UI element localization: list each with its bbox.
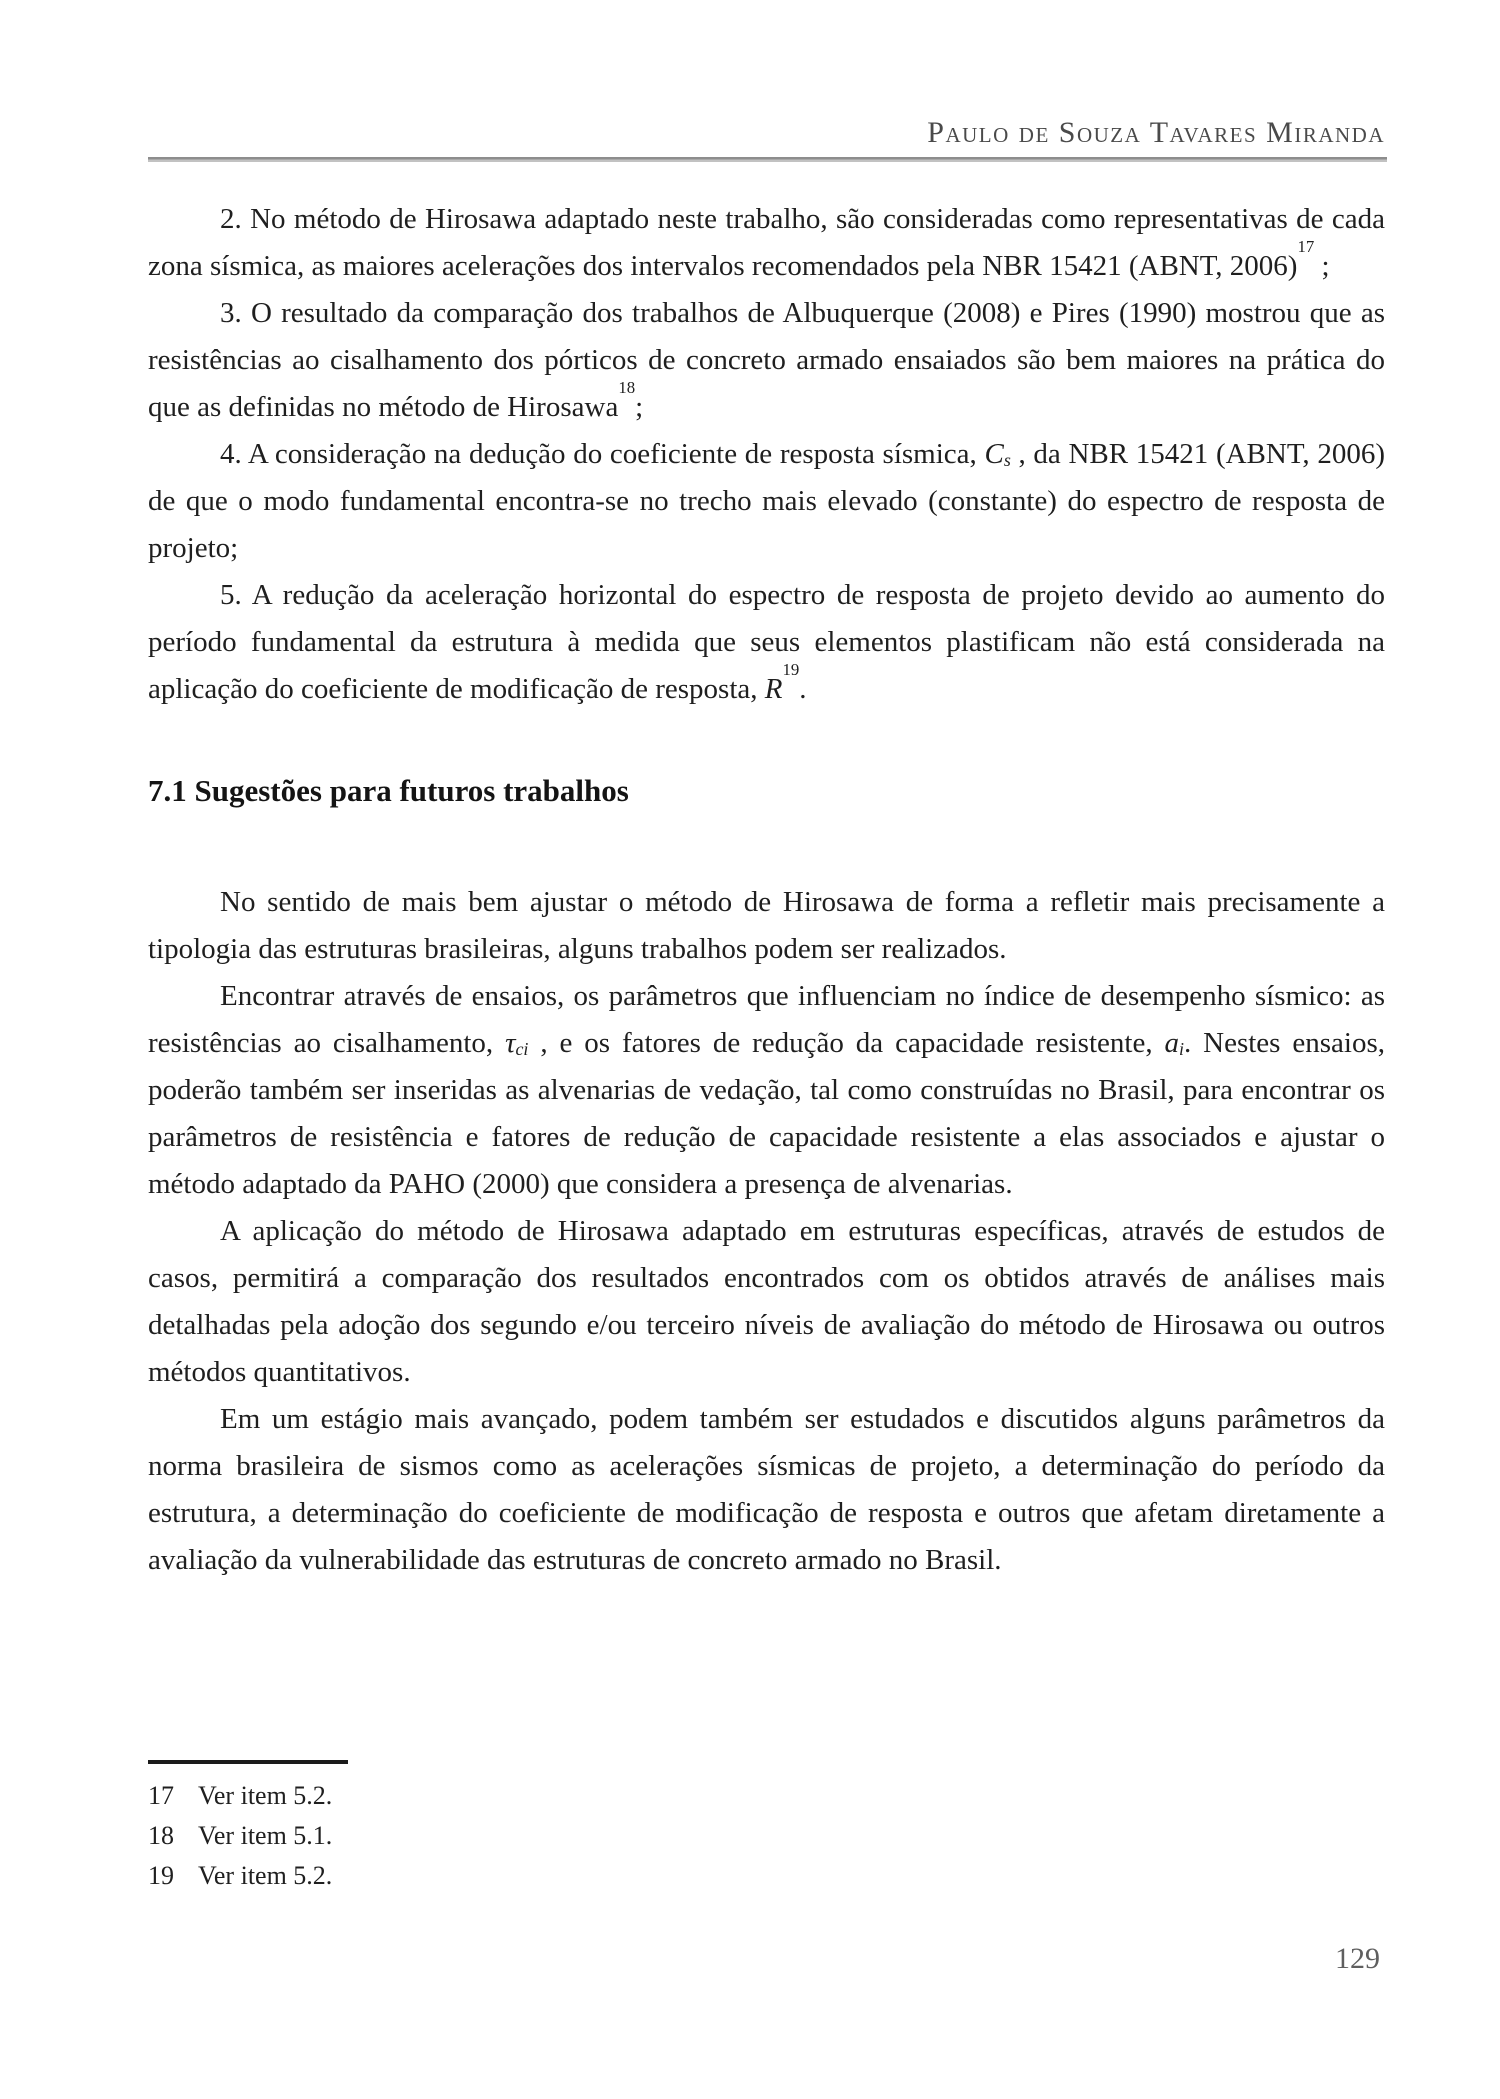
- footnote-item: [148, 1856, 848, 1896]
- paragraph-text: 3. O resultado da comparação dos trabalhos de Albuquerque (2008) e Pires (1990) mostrou que as resistências ao cisalhamento dos pórticos de concreto armado ensaiados são bem maiores na prática do que as definidas no método de Hirosawa: [148, 297, 1385, 423]
- body-paragraph: [148, 1396, 1385, 1584]
- paragraph-text: No sentido de mais bem ajustar o método de Hirosawa de forma a refletir mais precisamente a tipologia das estruturas brasileiras, alguns trabalhos podem ser realizados.: [148, 886, 1385, 965]
- paragraph-text: .: [799, 673, 807, 705]
- paragraph-text: A aplicação do método de Hirosawa adaptado em estruturas específicas, através de estudos de casos, permitirá a comparação dos resultados encontrados com os obtidos através de análises mais detalhadas pela adoção dos segundo e/ou terceiro níveis de avaliação do método de Hirosawa ou outros métodos quantitativos.: [148, 1215, 1385, 1388]
- math-symbol-R: R: [764, 673, 783, 705]
- body-paragraph: [148, 1208, 1385, 1396]
- footnote-text: Ver item 5.2.: [198, 1861, 333, 1890]
- list-item-4: [148, 431, 1385, 572]
- list-item-5: [148, 572, 1385, 713]
- footnote-ref-19: 19: [782, 660, 800, 680]
- page-number: 129: [1335, 1942, 1380, 1975]
- paragraph-text: 4. A consideração na dedução do coeficiente de resposta sísmica,: [220, 438, 985, 470]
- footnotes-section: [148, 1760, 848, 1896]
- paragraph-text: ;: [1314, 250, 1330, 282]
- paragraph-text: Encontrar através de ensaios, os parâmetros que influenciam no índice de desempenho sísmico: as resistências ao cisalhamento,: [148, 980, 1385, 1059]
- body-paragraph: [148, 879, 1385, 973]
- paragraph-text: 2. No método de Hirosawa adaptado neste trabalho, são consideradas como representativas de cada zona sísmica, as maiores acelerações dos intervalos recomendados pela NBR 15421 (ABNT, 2006): [148, 203, 1385, 282]
- list-item-2: [148, 196, 1385, 290]
- math-subscript-s: s: [1003, 450, 1011, 471]
- footnote-text: Ver item 5.1.: [198, 1821, 333, 1850]
- footnote-item: [148, 1776, 848, 1816]
- paragraph-text: , e os fatores de redução da capacidade resistente,: [528, 1027, 1165, 1059]
- paragraph-text: Em um estágio mais avançado, podem também ser estudados e discutidos alguns parâmetros da norma brasileira de sismos como as acelerações sísmicas de projeto, a determinação do período da estrutura, a determinação do coeficiente de modificação de resposta e outros que afetam diretamente a avaliação da vulnerabilidade das estruturas de concreto armado no Brasil.: [148, 1403, 1385, 1576]
- footnote-number: 19: [148, 1861, 174, 1890]
- math-subscript-i: i: [1178, 1039, 1184, 1060]
- math-subscript-ci: ci: [515, 1039, 529, 1060]
- footnote-text: Ver item 5.2.: [198, 1781, 333, 1810]
- header-rule: [148, 157, 1387, 162]
- paragraph-text: . Nestes ensaios, poderão também ser inseridas as alvenarias de vedação, tal como construídas no Brasil, para encontrar os parâmetros de resistência e fatores de redução de capacidade resistente a elas associados e ajustar o método adaptado da PAHO (2000) que considera a presença de alvenarias.: [148, 1027, 1386, 1200]
- paragraph-text: ;: [635, 391, 644, 423]
- running-header-author: Paulo de Souza Tavares Miranda: [927, 116, 1385, 149]
- list-item-3: [148, 290, 1385, 431]
- footnote-item: [148, 1816, 848, 1856]
- math-symbol-a: a: [1164, 1027, 1179, 1059]
- footnote-rule: [148, 1760, 348, 1764]
- page-body: [148, 196, 1385, 1584]
- section-heading: 7.1 Sugestões para futuros trabalhos: [148, 773, 629, 808]
- footnote-ref-18: 18: [618, 378, 636, 398]
- math-symbol-tau: τ: [505, 1027, 516, 1059]
- paragraph-text: 5. A redução da aceleração horizontal do espectro de resposta de projeto devido ao aumento do período fundamental da estrutura à medida que seus elementos plastificam não está considerada na aplicação do coeficiente de modificação de resposta,: [148, 579, 1385, 705]
- footnote-number: 17: [148, 1781, 174, 1810]
- paragraph-text: , da NBR 15421 (ABNT, 2006) de que o modo fundamental encontra-se no trecho mais elevado (constante) do espectro de resposta de projeto;: [148, 438, 1385, 564]
- math-symbol-Cs: C: [984, 438, 1004, 470]
- footnote-ref-17: 17: [1297, 237, 1315, 257]
- footnote-number: 18: [148, 1821, 174, 1850]
- body-paragraph: [148, 973, 1385, 1208]
